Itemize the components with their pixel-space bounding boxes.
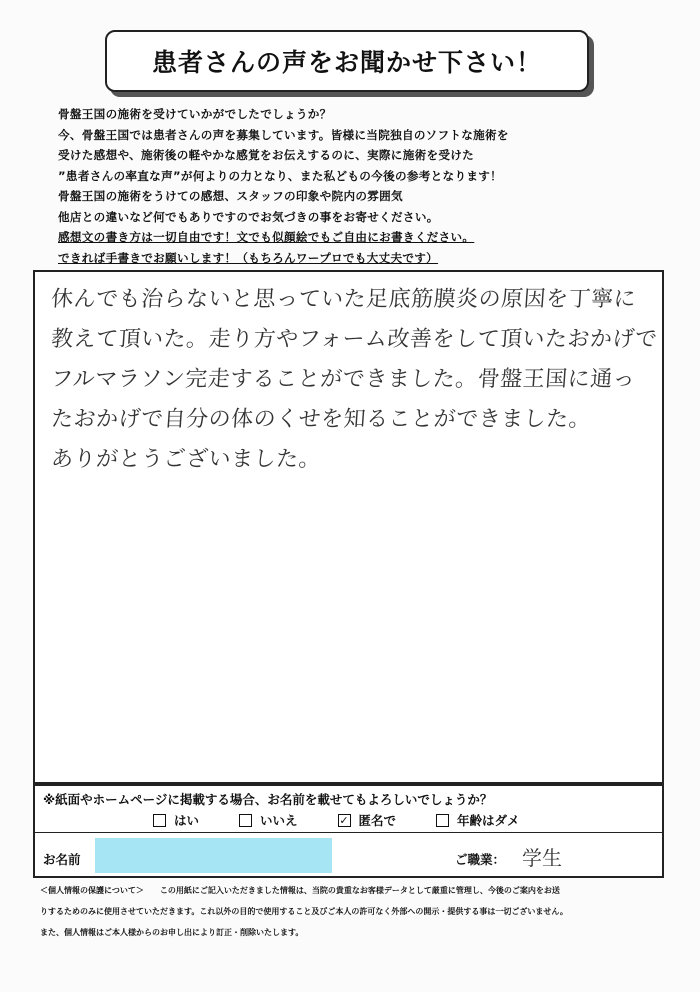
permission-question: ※紙面やホームページに掲載する場合、お名前を載せてもよろしいでしょうか？ bbox=[43, 792, 493, 807]
occupation-value: 学生 bbox=[522, 846, 562, 870]
title-box bbox=[105, 30, 589, 92]
name-redaction[interactable] bbox=[95, 838, 332, 873]
option-label: はい bbox=[174, 813, 200, 828]
intro-line: 受けた感想や、施術後の軽やかな感覚をお伝えするのに、実際に施術を受けた bbox=[58, 148, 475, 162]
intro-line: できれば手書きでお願いします！（もちろんワープロでも大丈夫です） bbox=[58, 250, 439, 265]
checkbox[interactable] bbox=[436, 814, 449, 827]
option-yes[interactable] bbox=[153, 811, 199, 829]
occupation-label: ご職業： bbox=[455, 852, 506, 867]
page-title: 患者さんの声をお聞かせ下さい！ bbox=[151, 48, 542, 77]
intro-line: 骨盤王国の施術をうけての感想、スタッフの印象や院内の雰囲気 bbox=[58, 189, 403, 203]
divider bbox=[35, 832, 662, 833]
privacy-notice bbox=[40, 880, 670, 943]
privacy-line: りするためのみに使用させていただきます。これ以外の目的で使用すること及びご本人の許可なく外部への開示・提供する事は一切ございません。 bbox=[40, 907, 568, 916]
option-no[interactable] bbox=[239, 811, 298, 829]
option-label: 匿名で bbox=[358, 813, 397, 828]
intro-line: 感想文の書き方は一切自由です！文でも似顔絵でもご自由にお書きください。 bbox=[58, 230, 475, 244]
checkbox-checked[interactable]: ✓ bbox=[339, 813, 349, 827]
intro-line: 今、骨盤王国では患者さんの声を募集しています。皆様に当院独自のソフトな施術を bbox=[58, 127, 509, 142]
intro-line: 骨盤王国の施術を受けていかがでしたでしょうか？ bbox=[58, 107, 332, 121]
permission-options bbox=[153, 811, 520, 829]
intro-text bbox=[58, 104, 658, 268]
info-box bbox=[33, 784, 664, 878]
intro-line: 他店との違いなど何でもありですのでお気づきの事をお寄せください。 bbox=[58, 209, 439, 224]
comment-box bbox=[33, 270, 664, 784]
intro-line: ”患者さんの率直な声”が何よりの力となり、また私どもの今後の参考となります！ bbox=[58, 168, 503, 183]
handwritten-line: 教えて頂いた。走り方やフォーム改善をして頂いたおかげで bbox=[50, 327, 659, 352]
privacy-line: ＜個人情報の保護について＞ この用紙にご記入いただきました情報は、当院の貴重なお客様データとして厳重に管理し、今後のご案内をお送 bbox=[40, 886, 560, 895]
handwritten-line: ありがとうございました。 bbox=[50, 447, 322, 472]
option-anonymous[interactable] bbox=[338, 811, 397, 829]
option-no-age[interactable] bbox=[436, 811, 520, 829]
name-label: お名前 bbox=[43, 852, 81, 867]
checkbox[interactable] bbox=[153, 814, 166, 827]
handwritten-comment bbox=[50, 280, 659, 480]
handwritten-line: たおかげで自分の体のくせを知ることができました。 bbox=[50, 407, 592, 432]
handwritten-line: 休んでも治らないと思っていた足底筋膜炎の原因を丁寧に bbox=[50, 287, 637, 312]
checkbox[interactable] bbox=[239, 814, 252, 827]
option-label: 年齢はダメ bbox=[457, 813, 520, 828]
handwritten-line: フルマラソン完走することができました。骨盤王国に通っ bbox=[50, 367, 637, 392]
privacy-line: また、個人情報はご本人様からのお申し出により訂正・削除いたします。 bbox=[40, 928, 304, 937]
option-label: いいえ bbox=[260, 813, 298, 828]
